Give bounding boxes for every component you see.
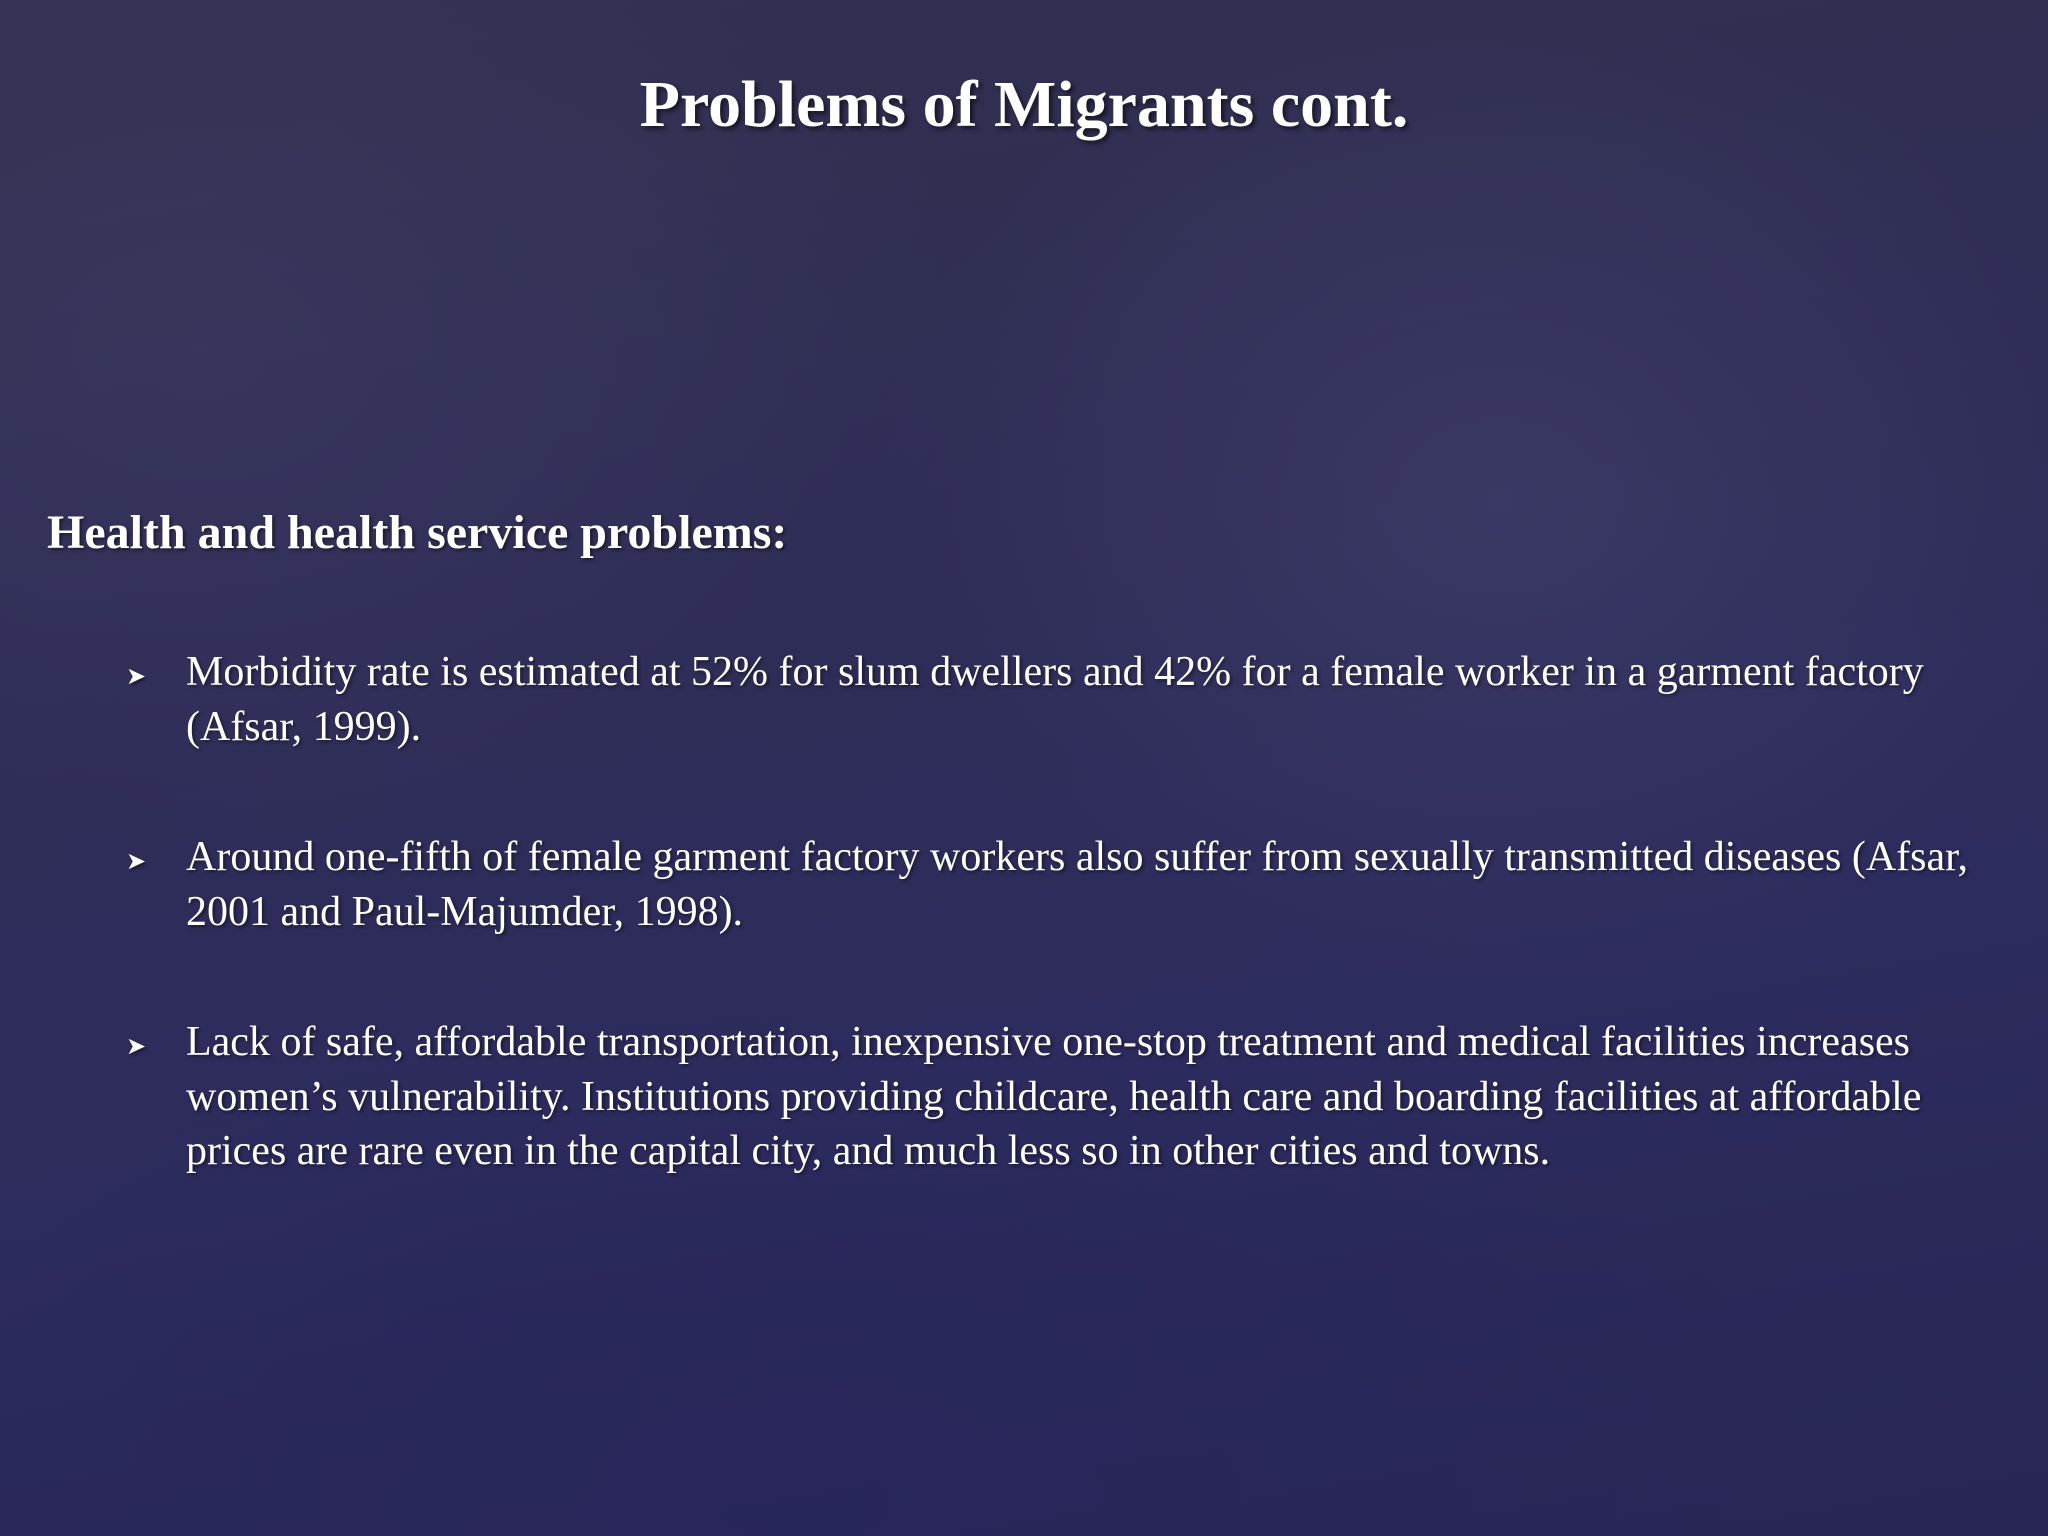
bullet-item-facilities [0,1015,2048,1179]
arrowhead-bullet-icon: ➤ [126,662,147,690]
arrowhead-bullet-icon: ➤ [126,847,147,875]
bullet-text: Morbidity rate is estimated at 52% for slum dwellers and 42% for a female worker in a garment factory (Afsar, 1999). [186,649,1924,750]
bullet-item-morbidity [0,645,2048,754]
bullet-text: Lack of safe, affordable transportation, inexpensive one-stop treatment and medical facilities increases women’s vulnerability. Institutions providing childcare, health care and boarding facilities at affordable prices are rare even in the capital city, and much less so in other cities and towns. [186,1019,1922,1174]
bullet-list [0,645,2048,1255]
arrowhead-bullet-icon: ➤ [126,1032,147,1060]
slide-title: Problems of Migrants cont. [639,68,1409,141]
bullet-item-std [0,830,2048,939]
section-heading: Health and health service problems: [47,506,788,559]
bullet-text: Around one-fifth of female garment factory workers also suffer from sexually transmitted diseases (Afsar, 2001 and Paul-Majumder, 1998). [186,834,1968,935]
